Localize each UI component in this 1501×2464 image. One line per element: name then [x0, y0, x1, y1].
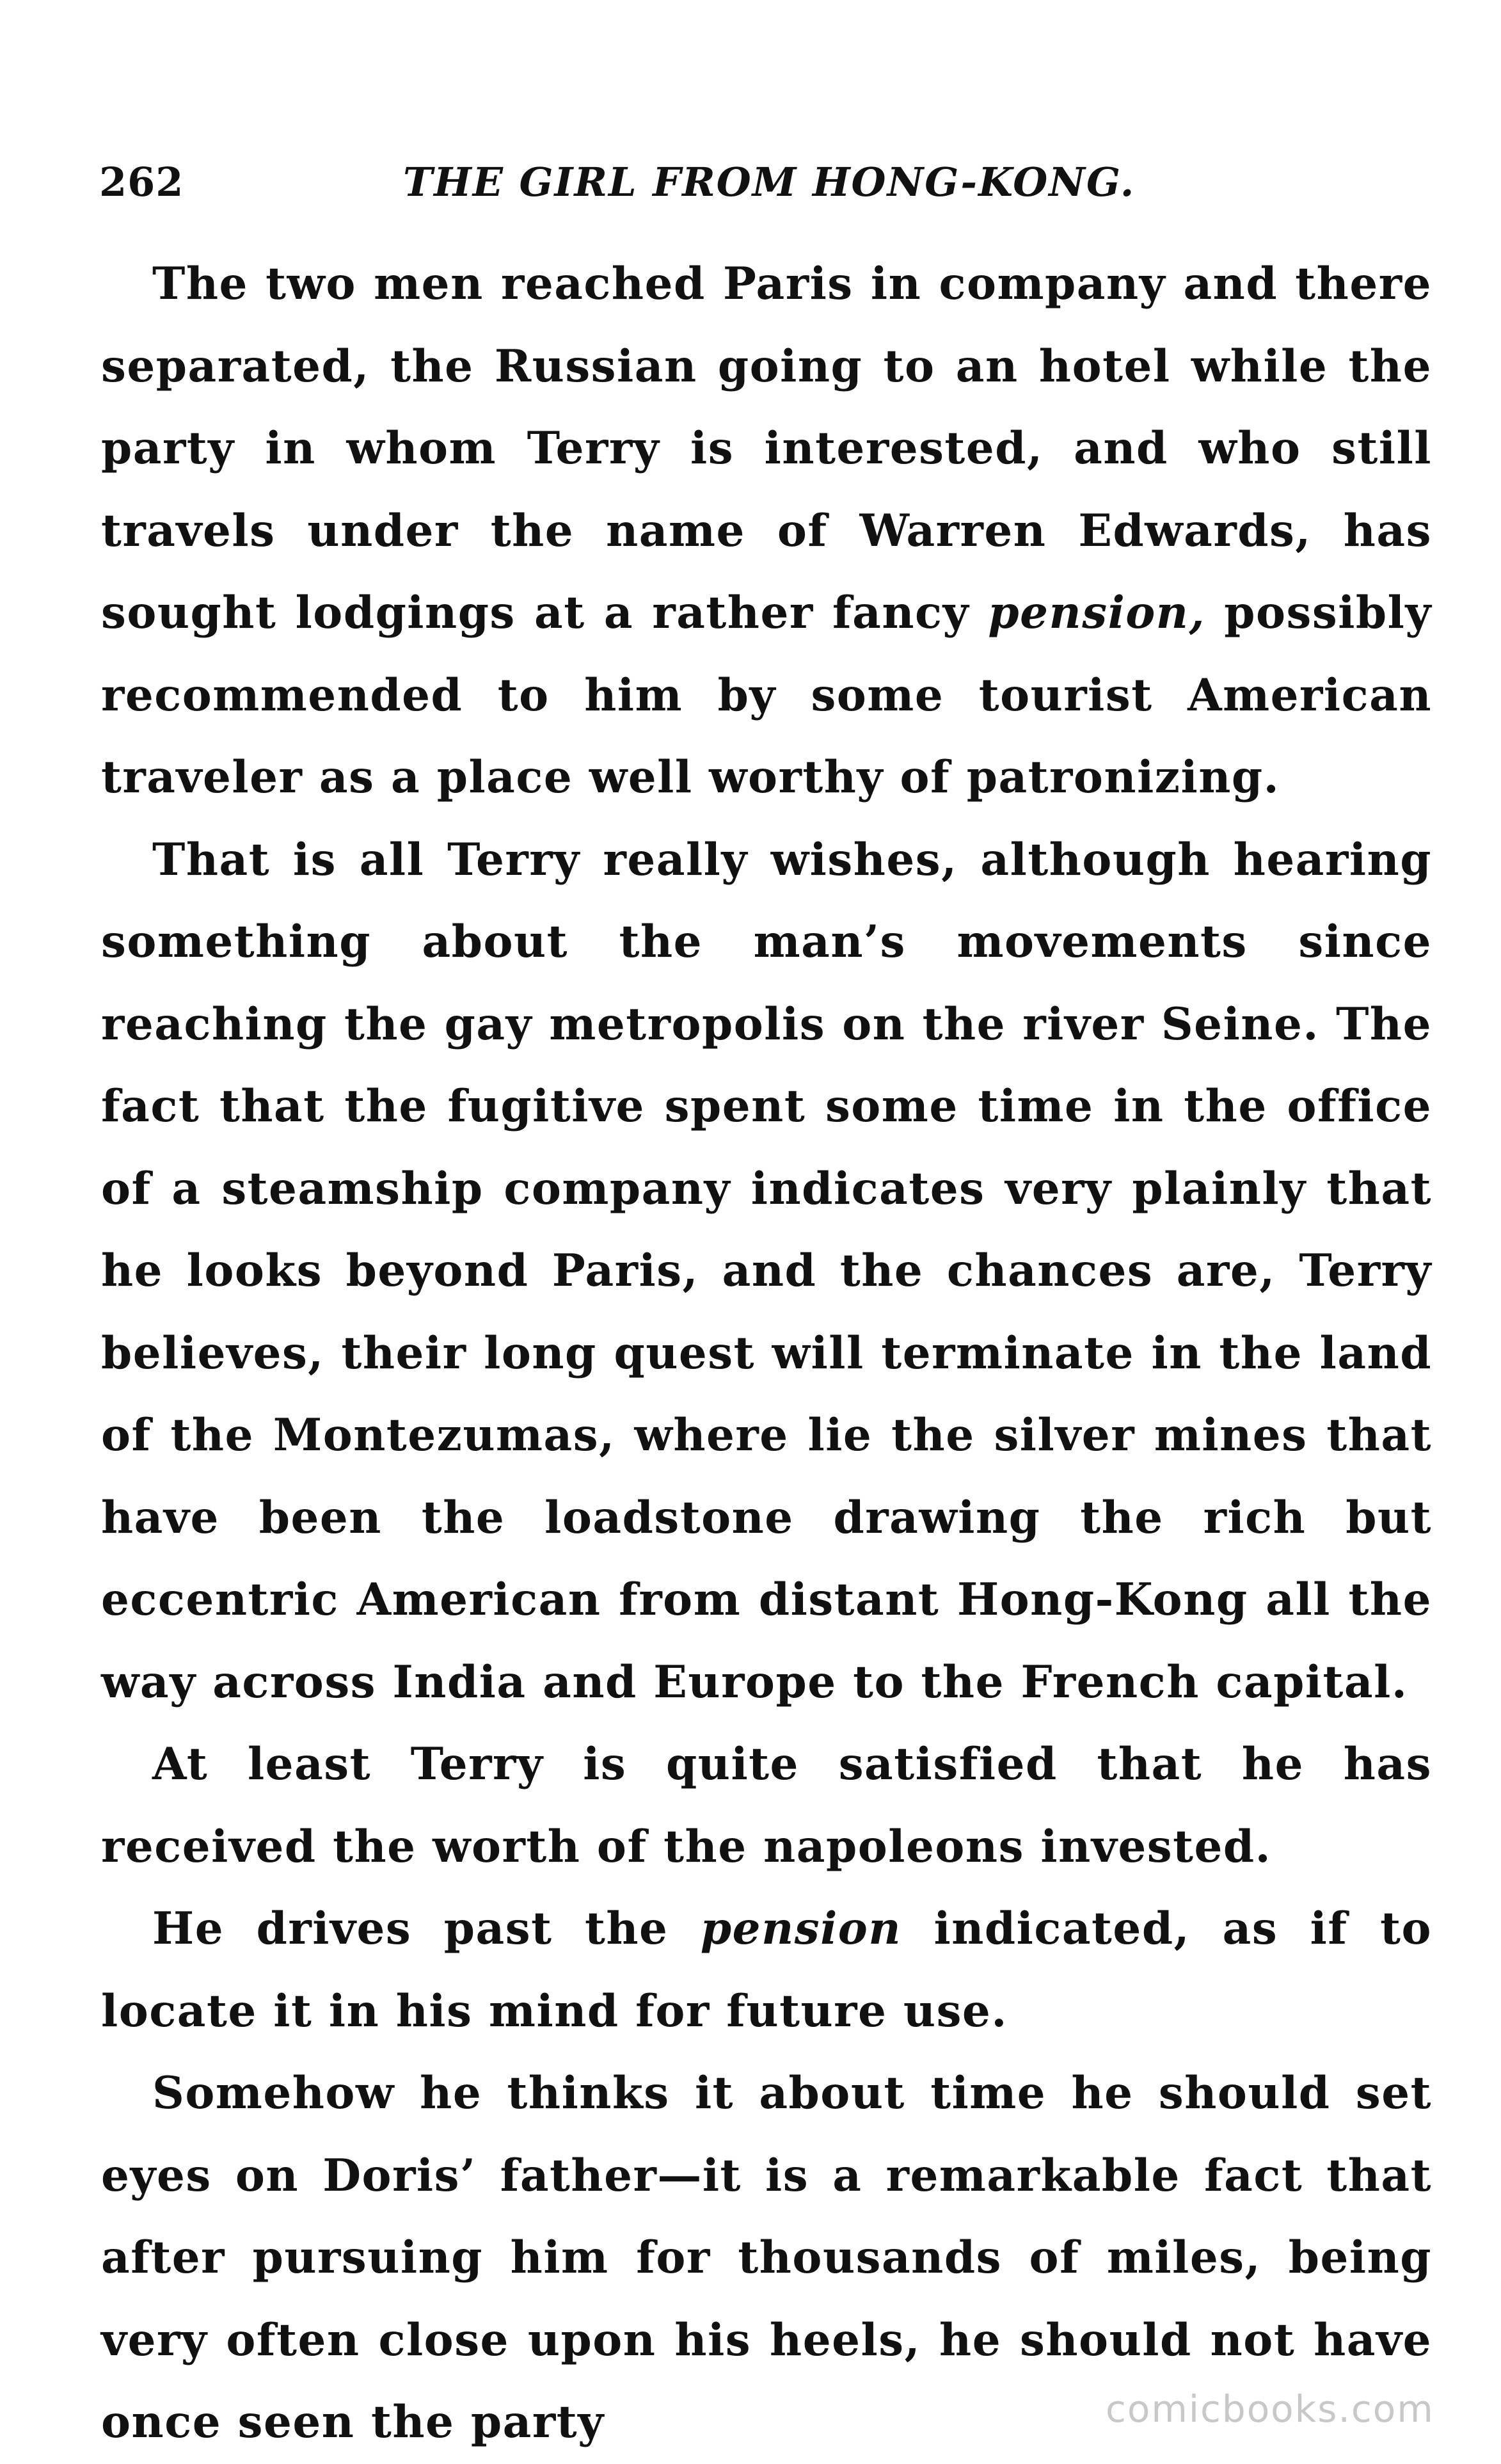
- paragraph-1-text: The two men reached Paris in company and there separated, the Russian going to an hotel while the party in whom Terry is interested, and who still travels under the name of Warren Edwards, has sought lodgings at a rather fancy: [101, 258, 1432, 639]
- paragraph-4-text-end: indicated, as if to locate it in his mind for future use.: [101, 1903, 1432, 2037]
- paragraph-3-text: At least Terry is quite satisfied that he has received the worth of the napoleons invested.: [101, 1738, 1432, 1873]
- paragraph-5-text: Somehow he thinks it about time he should set eyes on Doris’ father—it is a remarkable fact that after pursuing him for thousands of miles, being very often close upon his heels, he should not have once seen the party: [101, 2067, 1432, 2448]
- paragraph-2-text: That is all Terry really wishes, although hearing something about the man’s movements since reaching the gay metropolis on the river Seine. The fact that the fugitive spent some time in the office of a steamship company indicates very plainly that he looks beyond Paris, and the chances are, Terry believes, their long quest will terminate in the land of the Montezumas, where lie the silver mines that have been the loadstone drawing the rich but eccentric American from distant Hong-Kong all the way across India and Europe to the French capital.: [101, 833, 1432, 1708]
- watermark: comicbooks.com: [1106, 2387, 1434, 2431]
- paragraph-1: [101, 243, 1432, 819]
- paragraph-4: [101, 1888, 1432, 2052]
- paragraph-4-italic: pension: [700, 1903, 901, 1955]
- page-header: [99, 159, 1417, 216]
- paragraph-4-text: He drives past the: [152, 1903, 701, 1955]
- paragraph-2: [101, 819, 1432, 1724]
- running-title: THE GIRL FROM HONG-KONG.: [403, 159, 1136, 205]
- body-text: [101, 243, 1432, 2464]
- paragraph-3: [101, 1724, 1432, 1888]
- page-number: 262: [99, 159, 184, 205]
- paragraph-1-text-end: possibly recommended to him by some tourist American traveler as a place well worthy of patronizing.: [101, 587, 1432, 803]
- paragraph-1-italic: pension,: [988, 587, 1205, 639]
